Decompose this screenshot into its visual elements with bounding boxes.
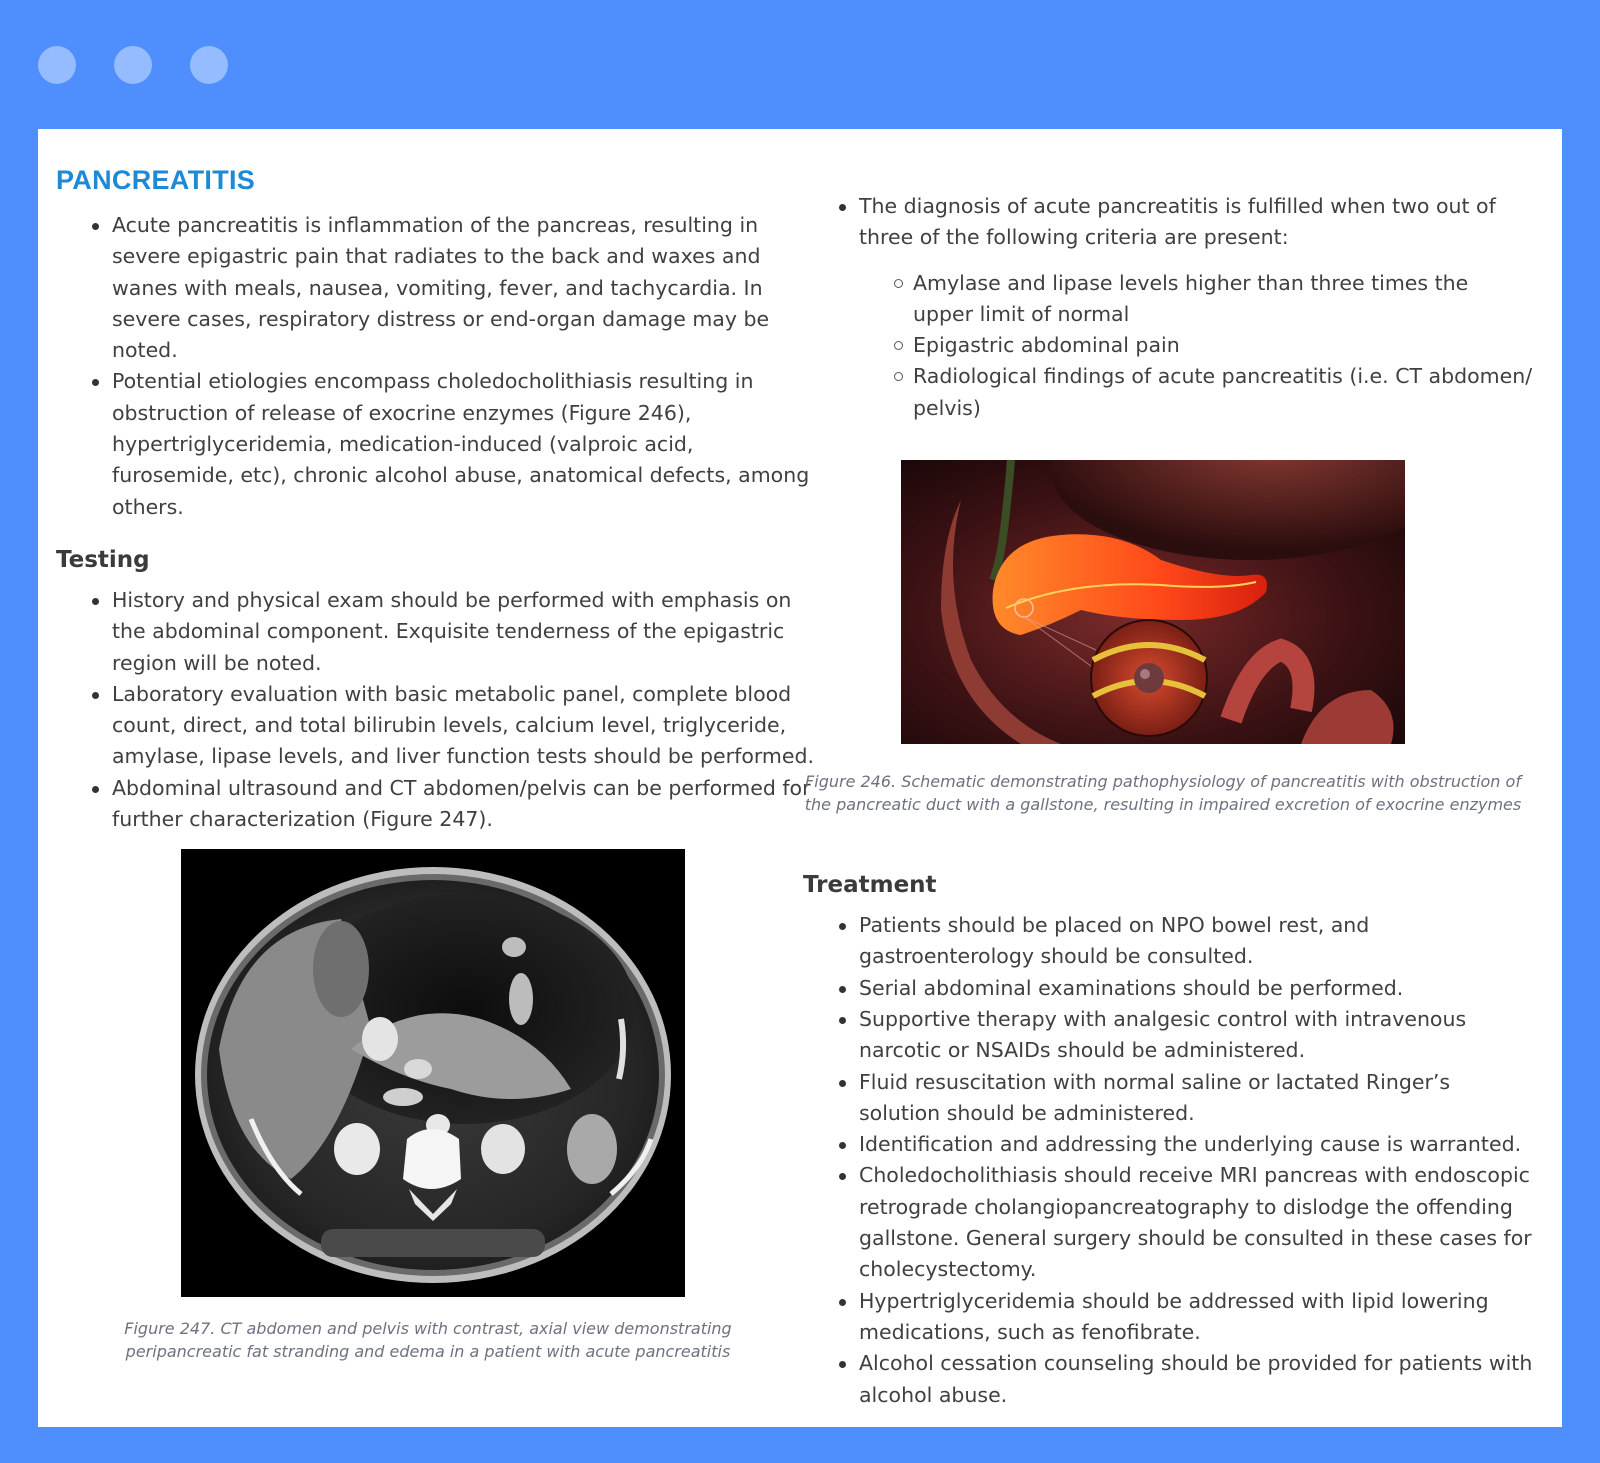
ct-scan-figure — [181, 849, 685, 1297]
list-item: Potential etiologies encompass choledocholithiasis resulting in obstruction of release of exocrine enzymes (Figure 246), hypertriglyceridemia, medication-induced (valproic acid, furosemide, etc), chronic alcohol abuse, anatomical defects, among others. — [112, 366, 816, 522]
right-column — [803, 191, 1533, 1411]
list-item: Patients should be placed on NPO bowel rest, and gastroenterology should be consulted. — [859, 910, 1533, 973]
document-page — [38, 129, 1562, 1427]
figure-247-caption: Figure 247. CT abdomen and pelvis with contrast, axial view demonstrating peripancreatic fat stranding and edema in a patient with acute pancreatitis — [124, 1319, 732, 1362]
testing-heading: Testing — [56, 546, 150, 573]
criteria-item: Amylase and lipase levels higher than three times the upper limit of normal — [913, 268, 1533, 331]
testing-list — [56, 585, 816, 835]
diagnosis-text: The diagnosis of acute pancreatitis is fulfilled when two out of three of the following criteria are present: — [859, 194, 1496, 250]
list-item: Fluid resuscitation with normal saline or lactated Ringer’s solution should be administered. — [859, 1067, 1533, 1130]
list-item: Alcohol cessation counseling should be provided for patients with alcohol abuse. — [859, 1348, 1533, 1411]
treatment-heading: Treatment — [803, 872, 937, 899]
criteria-item: Epigastric abdominal pain — [913, 330, 1533, 361]
list-item: Choledocholithiasis should receive MRI pancreas with endoscopic retrograde cholangiopancreatography to dislodge the offending gallstone. General surgery should be consulted in these cases for cholecystectomy. — [859, 1160, 1533, 1285]
figure-246-caption: Figure 246. Schematic demonstrating pathophysiology of pancreatitis with obstruction of the pancreatic duct with a gallstone, resulting in impaired excretion of exocrine enzymes — [804, 772, 1522, 815]
list-item: Hypertriglyceridemia should be addressed with lipid lowering medications, such as fenofibrate. — [859, 1286, 1533, 1349]
list-item: Abdominal ultrasound and CT abdomen/pelvis can be performed for further characterization (Figure 247). — [112, 773, 816, 836]
list-item: Serial abdominal examinations should be performed. — [859, 973, 1533, 1004]
page-title: PANCREATITIS — [56, 165, 256, 195]
list-item: Laboratory evaluation with basic metabolic panel, complete blood count, direct, and total bilirubin levels, calcium level, triglyceride, amylase, lipase levels, and liver function tests should be performed. — [112, 679, 816, 773]
list-item — [859, 191, 1533, 424]
list-item: Acute pancreatitis is inflammation of the pancreas, resulting in severe epigastric pain that radiates to the back and waxes and wanes with meals, nausea, vomiting, fever, and tachycardia. In severe cases, respiratory distress or end-organ damage may be noted. — [112, 210, 816, 366]
criteria-item: Radiological findings of acute pancreatitis (i.e. CT abdomen/ pelvis) — [913, 361, 1533, 424]
criteria-list — [859, 268, 1533, 424]
list-item: History and physical exam should be performed with emphasis on the abdominal component. Exquisite tenderness of the epigastric region will be noted. — [112, 585, 816, 679]
left-column — [56, 165, 816, 1363]
pancreas-schematic-figure — [901, 460, 1405, 744]
window-minimize-dot[interactable] — [114, 46, 152, 84]
window-maximize-dot[interactable] — [190, 46, 228, 84]
diagnosis-list — [803, 191, 1533, 424]
list-item: Supportive therapy with analgesic control with intravenous narcotic or NSAIDs should be administered. — [859, 1004, 1533, 1067]
window-close-dot[interactable] — [38, 46, 76, 84]
intro-list — [56, 210, 816, 523]
list-item: Identification and addressing the underlying cause is warranted. — [859, 1129, 1533, 1160]
treatment-section — [803, 872, 1533, 1411]
treatment-list — [803, 910, 1533, 1411]
